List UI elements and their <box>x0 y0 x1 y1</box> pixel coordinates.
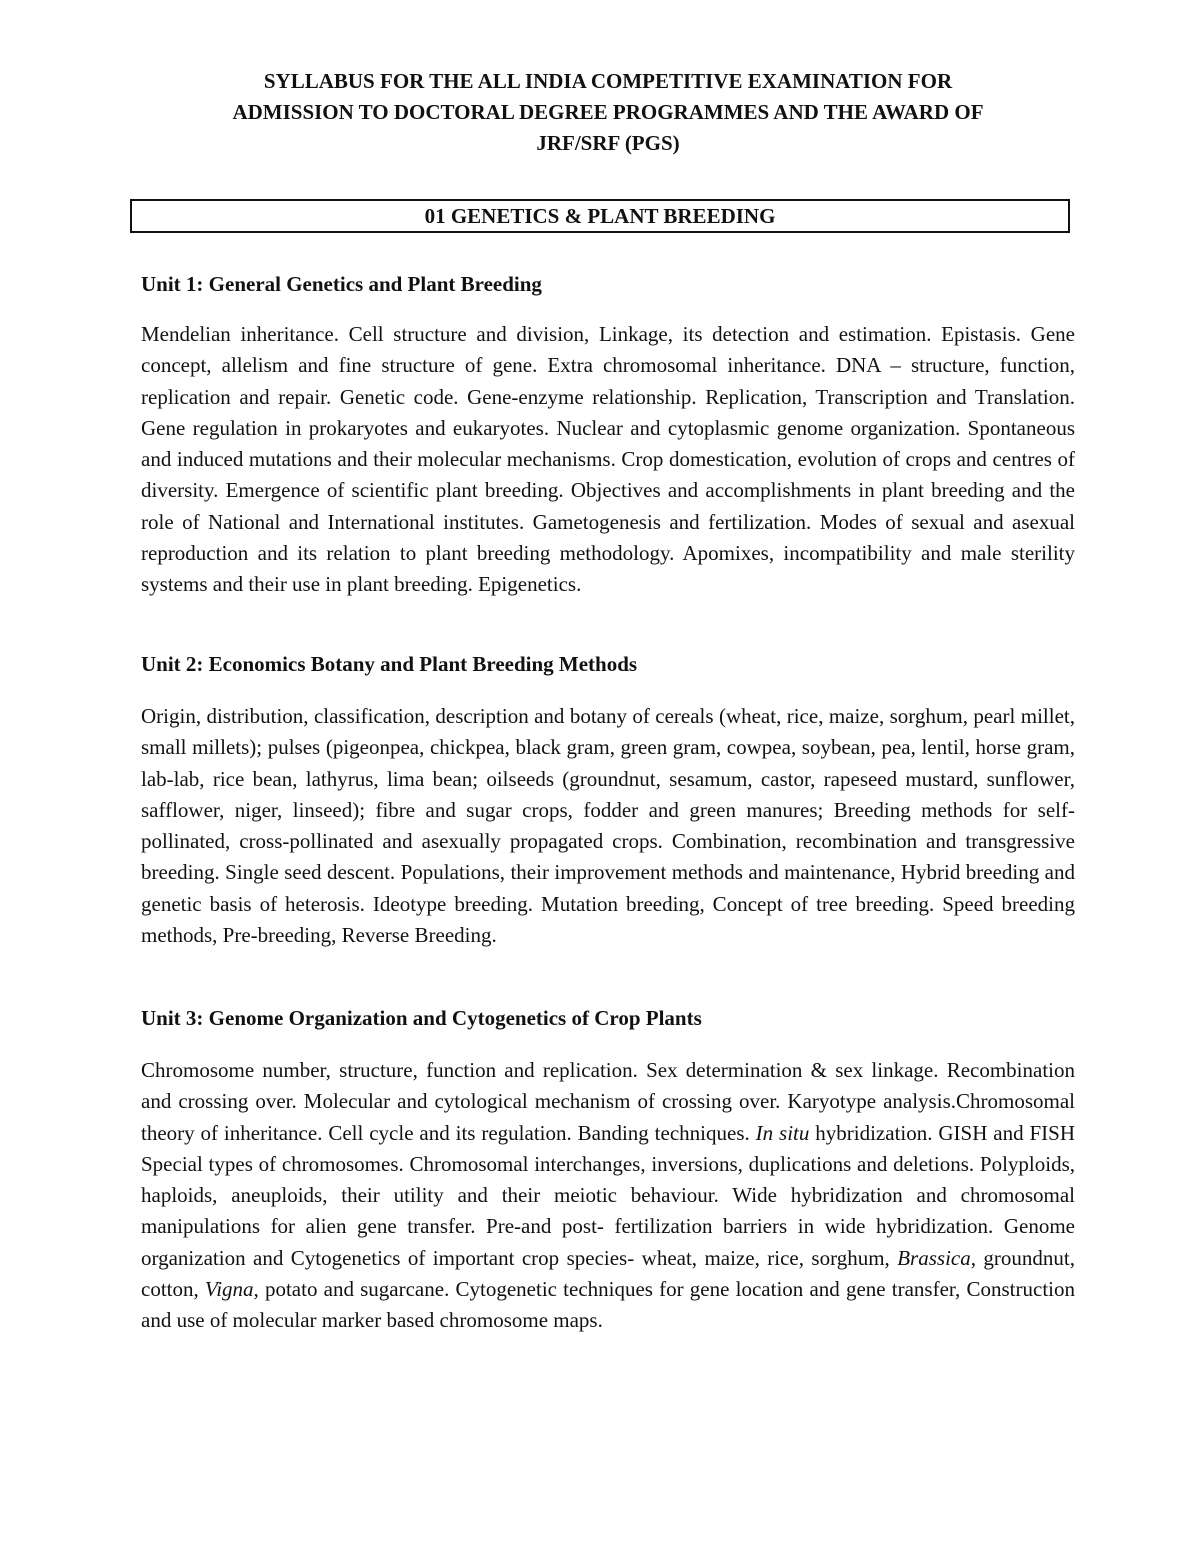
unit-3-body-part-1: Chromosome number, structure, function and replication. Sex determination & sex linkage. Recombination and crossing over. Molecular and cytological mechanism of crossing over. Karyotype analysis.Chromosomal theory of inheritance. Cell cycle and its regulation. Banding techniques. <box>141 1058 1075 1145</box>
subject-heading-box <box>130 199 1070 233</box>
title-line-3: JRF/SRF (PGS) <box>536 131 680 155</box>
unit-3-body-italic-brassica: Brassica <box>897 1245 971 1270</box>
unit-3-body-part-3: , groundnut, cotton, <box>141 1245 1075 1302</box>
unit-1-section <box>141 271 1075 601</box>
unit-3-body-italic-in-situ: In situ <box>755 1120 810 1145</box>
document-page <box>141 66 1075 1333</box>
document-title <box>141 66 1075 159</box>
unit-3-section <box>141 1005 1075 1337</box>
subject-heading: 01 GENETICS & PLANT BREEDING <box>424 203 776 228</box>
unit-3-heading: Unit 3: Genome Organization and Cytogenetics of Crop Plants <box>141 1006 702 1030</box>
unit-2-body: Origin, distribution, classification, description and botany of cereals (wheat, rice, maize, sorghum, pearl millet, small millets); pulses (pigeonpea, chickpea, black gram, green gram, cowpea, soybean, pea, lentil, horse gram, lab-lab, rice bean, lathyrus, lima bean; oilseeds (groundnut, sesamum, castor, rapeseed mustard, sunflower, safflower, niger, linseed); fibre and sugar crops, fodder and green manures; Breeding methods for self-pollinated, cross-pollinated and asexually propagated crops. Combination, recombination and transgressive breeding. Single seed descent. Populations, their improvement methods and maintenance, Hybrid breeding and genetic basis of heterosis. Ideotype breeding. Mutation breeding, Concept of tree breeding. Speed breeding methods, Pre-breeding, Reverse Breeding. <box>141 704 1075 948</box>
title-line-2: ADMISSION TO DOCTORAL DEGREE PROGRAMMES AND THE AWARD OF <box>232 100 984 124</box>
unit-3-body-part-2: hybridization. GISH and FISH Special types of chromosomes. Chromosomal interchanges, inversions, duplications and deletions. Polyploids, haploids, aneuploids, their utility and their meiotic behaviour. Wide hybridization and chromosomal manipulations for alien gene transfer. Pre-and post- fertilization barriers in wide hybridization. Genome organization and Cytogenetics of important crop species- wheat, maize, rice, sorghum, <box>141 1120 1075 1270</box>
unit-3-body-part-4: potato and sugarcane. Cytogenetic techniques for gene location and gene transfer, Construction and use of molecular marker based chromosome maps. <box>141 1277 1075 1333</box>
unit-2-section <box>141 651 1075 951</box>
title-line-1: SYLLABUS FOR THE ALL INDIA COMPETITIVE EXAMINATION FOR <box>263 69 953 93</box>
unit-1-heading: Unit 1: General Genetics and Plant Breeding <box>141 272 542 296</box>
unit-3-body <box>141 1055 1075 1337</box>
unit-2-heading: Unit 2: Economics Botany and Plant Breeding Methods <box>141 652 638 676</box>
unit-1-body: Mendelian inheritance. Cell structure and division, Linkage, its detection and estimation. Epistasis. Gene concept, allelism and fine structure of gene. Extra chromosomal inheritance. DNA – structure, function, replication and repair. Genetic code. Gene-enzyme relationship. Replication, Transcription and Translation. Gene regulation in prokaryotes and eukaryotes. Nuclear and cytoplasmic genome organization. Spontaneous and induced mutations and their molecular mechanisms. Crop domestication, evolution of crops and centres of diversity. Emergence of scientific plant breeding. Objectives and accomplishments in plant breeding and the role of National and International institutes. Gametogenesis and fertilization. Modes of sexual and asexual reproduction and its relation to plant breeding methodology. Apomixes, incompatibility and male sterility systems and their use in plant breeding. Epigenetics. <box>141 322 1075 597</box>
unit-3-body-italic-vigna: Vigna, <box>204 1277 259 1302</box>
